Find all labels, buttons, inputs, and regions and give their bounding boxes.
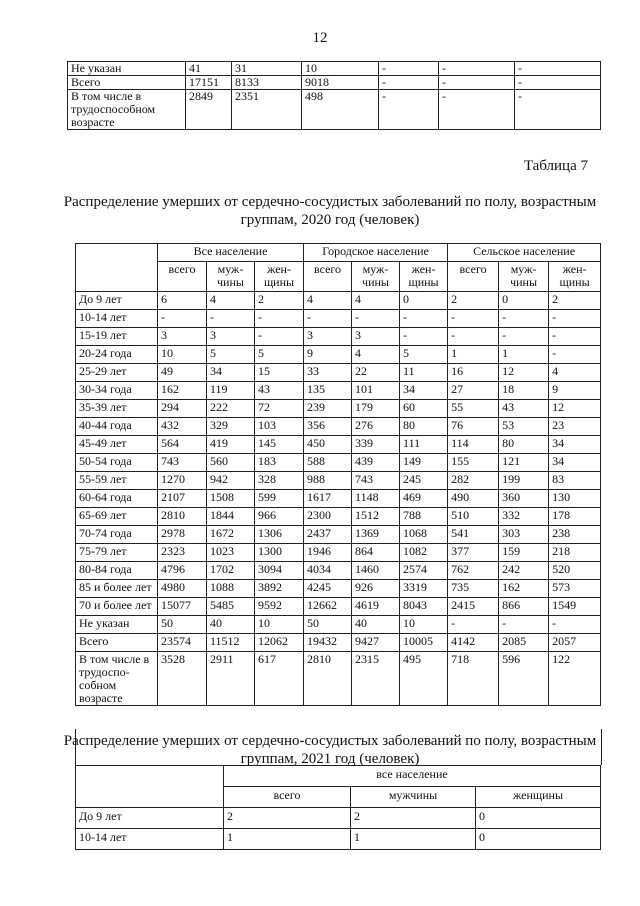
- table-cell: 560: [207, 454, 255, 472]
- row-label: 80-84 года: [76, 562, 158, 580]
- table-cell: 80: [499, 436, 549, 454]
- table-cell: 155: [448, 454, 499, 472]
- table-cell: 5485: [207, 598, 255, 616]
- table-2020: [75, 243, 601, 706]
- row-label: 50-54 года: [76, 454, 158, 472]
- header-corner: [76, 766, 224, 808]
- table-cell: 2: [448, 292, 499, 310]
- table-cell: 4245: [304, 580, 352, 598]
- table-2021: [75, 765, 601, 850]
- table-cell: 1082: [400, 544, 448, 562]
- table-cell: 2574: [400, 562, 448, 580]
- table-cell: 510: [448, 508, 499, 526]
- table-row: [76, 580, 601, 598]
- table-cell: 3892: [255, 580, 304, 598]
- table-row: [68, 90, 601, 130]
- table-cell: 0: [476, 808, 601, 829]
- row-label: 15-19 лет: [76, 328, 158, 346]
- table-cell: 4: [549, 364, 601, 382]
- group-header: все население: [224, 766, 601, 787]
- table-cell: 866: [499, 598, 549, 616]
- table-row: [76, 829, 601, 850]
- table-cell: 2911: [207, 652, 255, 706]
- table-cell: 23574: [158, 634, 207, 652]
- table-row: [76, 598, 601, 616]
- table-cell: 1844: [207, 508, 255, 526]
- table-cell: 34: [207, 364, 255, 382]
- table-row: [76, 808, 601, 829]
- table-cell: 9427: [352, 634, 400, 652]
- row-label: Всего: [76, 634, 158, 652]
- table-cell: 18: [499, 382, 549, 400]
- table-cell: -: [448, 328, 499, 346]
- column-header: жен- щины: [400, 262, 448, 292]
- table-cell: 1023: [207, 544, 255, 562]
- table-cell: 4619: [352, 598, 400, 616]
- table-cell: -: [549, 616, 601, 634]
- table-cell: 50: [304, 616, 352, 634]
- table-cell: 2351: [232, 90, 302, 130]
- table-cell: 520: [549, 562, 601, 580]
- table-cell: -: [255, 310, 304, 328]
- table-cell: 1: [499, 346, 549, 364]
- table-row: [76, 508, 601, 526]
- table-cell: 564: [158, 436, 207, 454]
- table-2021-title: Распределение умерших от сердечно-сосудистых заболеваний по полу, возрастным группам, 2021 год (человек): [63, 733, 597, 767]
- table-row: [76, 400, 601, 418]
- table-row: [76, 616, 601, 634]
- table-cell: 12: [499, 364, 549, 382]
- table-cell: 34: [549, 454, 601, 472]
- table-cell: 356: [304, 418, 352, 436]
- table-cell: 3: [352, 328, 400, 346]
- table-cell: 40: [207, 616, 255, 634]
- table-cell: 1088: [207, 580, 255, 598]
- table-cell: 2415: [448, 598, 499, 616]
- table-row: [76, 364, 601, 382]
- table-cell: 5: [400, 346, 448, 364]
- column-header: мужчины: [351, 787, 476, 808]
- column-header: жен- щины: [255, 262, 304, 292]
- table-cell: -: [400, 328, 448, 346]
- table-cell: -: [439, 76, 515, 90]
- row-label: 30-34 года: [76, 382, 158, 400]
- table-cell: 239: [304, 400, 352, 418]
- table-cell: 53: [499, 418, 549, 436]
- column-header: муж- чины: [499, 262, 549, 292]
- table-cell: 1460: [352, 562, 400, 580]
- table-cell: -: [499, 616, 549, 634]
- table-cell: 735: [448, 580, 499, 598]
- column-header: женщины: [476, 787, 601, 808]
- table-cell: 3: [207, 328, 255, 346]
- row-label: До 9 лет: [76, 292, 158, 310]
- table-cell: 119: [207, 382, 255, 400]
- row-label: 85 и более лет: [76, 580, 158, 598]
- table-cell: 1306: [255, 526, 304, 544]
- table-cell: 2978: [158, 526, 207, 544]
- row-label: 70-74 года: [76, 526, 158, 544]
- table-cell: 599: [255, 490, 304, 508]
- table-cell: -: [439, 90, 515, 130]
- table-cell: 432: [158, 418, 207, 436]
- top-table: [67, 61, 601, 130]
- table-cell: 498: [302, 90, 379, 130]
- table-row: [76, 526, 601, 544]
- table-cell: 16: [448, 364, 499, 382]
- table-cell: 242: [499, 562, 549, 580]
- table-cell: 80: [400, 418, 448, 436]
- table-row: [76, 454, 601, 472]
- table-cell: 332: [499, 508, 549, 526]
- table-cell: 41: [186, 62, 232, 76]
- table-cell: 439: [352, 454, 400, 472]
- table-cell: -: [549, 328, 601, 346]
- table-cell: 121: [499, 454, 549, 472]
- table-cell: 450: [304, 436, 352, 454]
- table-cell: -: [499, 310, 549, 328]
- table-cell: 43: [499, 400, 549, 418]
- table-cell: 3: [304, 328, 352, 346]
- table-cell: 76: [448, 418, 499, 436]
- table-2020-title: Распределение умерших от сердечно-сосудистых заболеваний по полу, возрастным группам, 2020 год (человек): [63, 194, 597, 228]
- table-cell: 3319: [400, 580, 448, 598]
- table-cell: -: [499, 328, 549, 346]
- table-cell: -: [549, 310, 601, 328]
- table-cell: 149: [400, 454, 448, 472]
- row-label: Не указан: [68, 62, 186, 76]
- page-number: 12: [312, 30, 328, 46]
- table-cell: 162: [499, 580, 549, 598]
- table-cell: 282: [448, 472, 499, 490]
- table-row: [76, 472, 601, 490]
- table-cell: 2437: [304, 526, 352, 544]
- group-header: Сельское население: [448, 244, 601, 262]
- header-row: [76, 244, 601, 262]
- table-cell: 1300: [255, 544, 304, 562]
- table-cell: 8043: [400, 598, 448, 616]
- table-cell: 178: [549, 508, 601, 526]
- table-cell: 419: [207, 436, 255, 454]
- table-cell: -: [379, 62, 439, 76]
- row-label: 45-49 лет: [76, 436, 158, 454]
- table-cell: 1148: [352, 490, 400, 508]
- table-cell: 159: [499, 544, 549, 562]
- column-header: всего: [158, 262, 207, 292]
- table-cell: -: [549, 346, 601, 364]
- table-cell: 49: [158, 364, 207, 382]
- table-cell: 23: [549, 418, 601, 436]
- column-header: муж- чины: [352, 262, 400, 292]
- table-row: [76, 544, 601, 562]
- table-cell: 9: [304, 346, 352, 364]
- table-row: [76, 310, 601, 328]
- table-cell: 2323: [158, 544, 207, 562]
- table-cell: 10005: [400, 634, 448, 652]
- table-cell: 469: [400, 490, 448, 508]
- table-cell: -: [515, 62, 601, 76]
- table-cell: 199: [499, 472, 549, 490]
- table-row: [76, 562, 601, 580]
- table-cell: 222: [207, 400, 255, 418]
- column-header: всего: [448, 262, 499, 292]
- table-cell: -: [400, 310, 448, 328]
- row-label: 40-44 года: [76, 418, 158, 436]
- table-caption: Таблица 7: [523, 158, 588, 174]
- table-row: [76, 418, 601, 436]
- table-cell: 34: [400, 382, 448, 400]
- table-cell: 179: [352, 400, 400, 418]
- table-cell: -: [379, 76, 439, 90]
- table-cell: -: [515, 90, 601, 130]
- table-cell: 1: [448, 346, 499, 364]
- table-cell: 2810: [158, 508, 207, 526]
- table-cell: 10: [400, 616, 448, 634]
- table-cell: 4: [304, 292, 352, 310]
- table-row: [76, 382, 601, 400]
- table-cell: 55: [448, 400, 499, 418]
- table-cell: 2085: [499, 634, 549, 652]
- group-header: Городское население: [304, 244, 448, 262]
- table-cell: 10: [158, 346, 207, 364]
- table-cell: 183: [255, 454, 304, 472]
- table-cell: 9592: [255, 598, 304, 616]
- header-row: [76, 766, 601, 787]
- table-cell: 2810: [304, 652, 352, 706]
- column-header: жен- щины: [549, 262, 601, 292]
- row-label: 35-39 лет: [76, 400, 158, 418]
- table-cell: -: [352, 310, 400, 328]
- column-header: всего: [224, 787, 351, 808]
- table-cell: 162: [158, 382, 207, 400]
- table-cell: 218: [549, 544, 601, 562]
- table-cell: 743: [352, 472, 400, 490]
- table-cell: -: [207, 310, 255, 328]
- table-cell: 303: [499, 526, 549, 544]
- table-cell: 2: [351, 808, 476, 829]
- table-cell: -: [448, 616, 499, 634]
- row-label: 75-79 лет: [76, 544, 158, 562]
- table-cell: 2315: [352, 652, 400, 706]
- column-header: всего: [304, 262, 352, 292]
- table-cell: 966: [255, 508, 304, 526]
- table-cell: -: [515, 76, 601, 90]
- table-cell: 27: [448, 382, 499, 400]
- table-cell: 743: [158, 454, 207, 472]
- table-cell: 4: [207, 292, 255, 310]
- row-label: 25-29 лет: [76, 364, 158, 382]
- row-label: Всего: [68, 76, 186, 90]
- table-cell: 718: [448, 652, 499, 706]
- table-cell: 238: [549, 526, 601, 544]
- table-cell: 541: [448, 526, 499, 544]
- table-cell: 2: [255, 292, 304, 310]
- table-cell: 0: [400, 292, 448, 310]
- table-cell: 2057: [549, 634, 601, 652]
- table-cell: 33: [304, 364, 352, 382]
- table-cell: 926: [352, 580, 400, 598]
- table-cell: 22: [352, 364, 400, 382]
- group-header: Все население: [158, 244, 304, 262]
- table-cell: 294: [158, 400, 207, 418]
- row-label: 20-24 года: [76, 346, 158, 364]
- table-cell: 339: [352, 436, 400, 454]
- table-cell: 12662: [304, 598, 352, 616]
- table-cell: 1270: [158, 472, 207, 490]
- table-cell: 6: [158, 292, 207, 310]
- row-label: 60-64 года: [76, 490, 158, 508]
- table-cell: 617: [255, 652, 304, 706]
- table-cell: 122: [549, 652, 601, 706]
- table-cell: 50: [158, 616, 207, 634]
- table-cell: -: [158, 310, 207, 328]
- table-cell: 130: [549, 490, 601, 508]
- table-cell: 762: [448, 562, 499, 580]
- table-cell: 11512: [207, 634, 255, 652]
- table-cell: 1672: [207, 526, 255, 544]
- table-row: [76, 652, 601, 706]
- table-cell: 4796: [158, 562, 207, 580]
- table-cell: 2107: [158, 490, 207, 508]
- table-row: [76, 634, 601, 652]
- row-label: 65-69 лет: [76, 508, 158, 526]
- table-cell: 9: [549, 382, 601, 400]
- table-cell: 83: [549, 472, 601, 490]
- table-cell: -: [255, 328, 304, 346]
- table-cell: 4: [352, 292, 400, 310]
- header-corner: [76, 244, 158, 292]
- row-label: 10-14 лет: [76, 829, 224, 850]
- table-cell: 1617: [304, 490, 352, 508]
- table-cell: -: [379, 90, 439, 130]
- table-cell: 103: [255, 418, 304, 436]
- table-cell: 31: [232, 62, 302, 76]
- table-cell: 11: [400, 364, 448, 382]
- table-cell: 10: [302, 62, 379, 76]
- table-cell: 864: [352, 544, 400, 562]
- row-label: 10-14 лет: [76, 310, 158, 328]
- table-cell: 573: [549, 580, 601, 598]
- table-cell: 988: [304, 472, 352, 490]
- table-cell: 377: [448, 544, 499, 562]
- row-label: Не указан: [76, 616, 158, 634]
- table-cell: -: [439, 62, 515, 76]
- table-cell: 1702: [207, 562, 255, 580]
- table-cell: 245: [400, 472, 448, 490]
- table-cell: 135: [304, 382, 352, 400]
- table-cell: 111: [400, 436, 448, 454]
- table-cell: 10: [255, 616, 304, 634]
- table-cell: 3: [158, 328, 207, 346]
- table-row: [76, 346, 601, 364]
- table-cell: 490: [448, 490, 499, 508]
- table-cell: 1: [351, 829, 476, 850]
- table-cell: 43: [255, 382, 304, 400]
- table-cell: 2300: [304, 508, 352, 526]
- table-cell: 15: [255, 364, 304, 382]
- table-row: [76, 436, 601, 454]
- table-cell: 17151: [186, 76, 232, 90]
- table-cell: 72: [255, 400, 304, 418]
- table-cell: 9018: [302, 76, 379, 90]
- table-cell: 114: [448, 436, 499, 454]
- table-cell: 34: [549, 436, 601, 454]
- table-cell: 329: [207, 418, 255, 436]
- column-header: муж- чины: [207, 262, 255, 292]
- table-cell: 3094: [255, 562, 304, 580]
- row-label: В том числе в трудоспо-собном возрасте: [76, 652, 158, 706]
- table-cell: 942: [207, 472, 255, 490]
- table-cell: 5: [255, 346, 304, 364]
- table-cell: 1512: [352, 508, 400, 526]
- table-cell: 101: [352, 382, 400, 400]
- table-cell: 276: [352, 418, 400, 436]
- table-cell: 788: [400, 508, 448, 526]
- table-row: [76, 490, 601, 508]
- table-row: [68, 62, 601, 76]
- table-cell: 4: [352, 346, 400, 364]
- row-label: До 9 лет: [76, 808, 224, 829]
- table-row: [76, 328, 601, 346]
- table-cell: 4034: [304, 562, 352, 580]
- table-cell: 596: [499, 652, 549, 706]
- table-cell: 12: [549, 400, 601, 418]
- table-cell: -: [304, 310, 352, 328]
- table-cell: 1508: [207, 490, 255, 508]
- table-row: [68, 76, 601, 90]
- row-label: В том числе в трудоспособном возрасте: [68, 90, 186, 130]
- table-cell: 12062: [255, 634, 304, 652]
- table-cell: 588: [304, 454, 352, 472]
- table-cell: 60: [400, 400, 448, 418]
- table-cell: 0: [499, 292, 549, 310]
- table-cell: 1369: [352, 526, 400, 544]
- row-label: 70 и более лет: [76, 598, 158, 616]
- table-cell: 1068: [400, 526, 448, 544]
- table-cell: 145: [255, 436, 304, 454]
- table-cell: 4980: [158, 580, 207, 598]
- table-cell: 2: [549, 292, 601, 310]
- table-cell: -: [448, 310, 499, 328]
- table-cell: 1946: [304, 544, 352, 562]
- table-cell: 495: [400, 652, 448, 706]
- table-cell: 3528: [158, 652, 207, 706]
- table-cell: 15077: [158, 598, 207, 616]
- table-cell: 19432: [304, 634, 352, 652]
- table-cell: 360: [499, 490, 549, 508]
- table-row: [76, 292, 601, 310]
- table-cell: 1549: [549, 598, 601, 616]
- row-label: 55-59 лет: [76, 472, 158, 490]
- table-cell: 8133: [232, 76, 302, 90]
- table-cell: 328: [255, 472, 304, 490]
- table-cell: 2849: [186, 90, 232, 130]
- table-cell: 0: [476, 829, 601, 850]
- table-cell: 2: [224, 808, 351, 829]
- table-cell: 40: [352, 616, 400, 634]
- table-cell: 5: [207, 346, 255, 364]
- table-cell: 1: [224, 829, 351, 850]
- table-cell: 4142: [448, 634, 499, 652]
